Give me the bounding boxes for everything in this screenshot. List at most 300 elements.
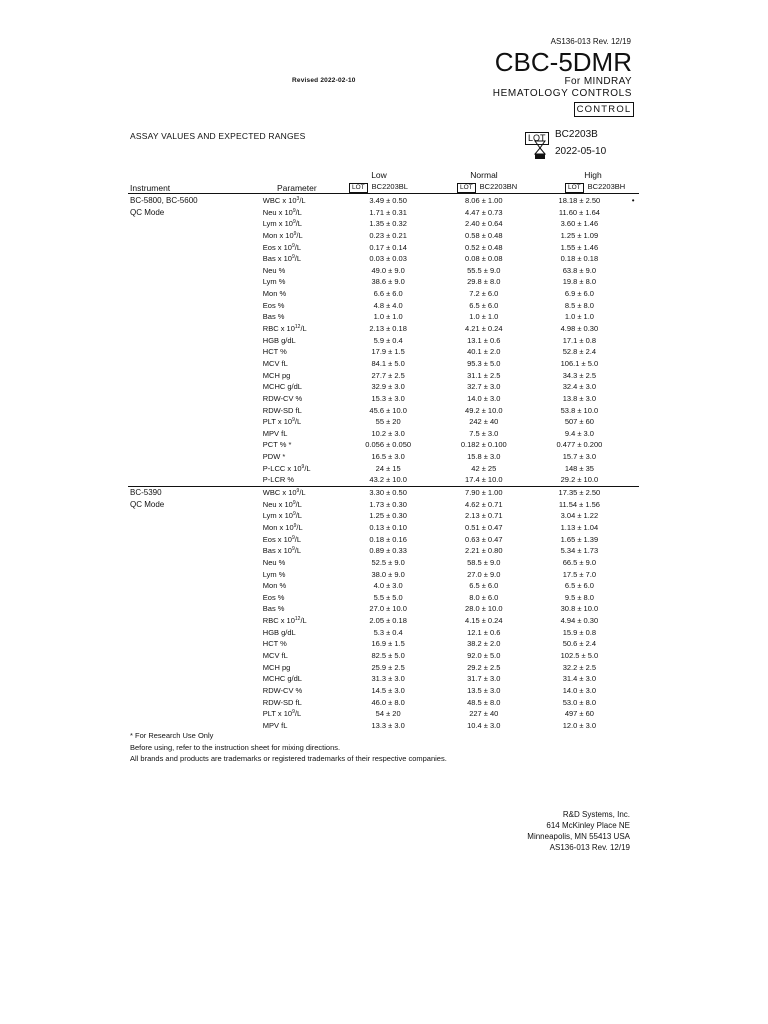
parameter-pre: RDW-SD fL [262, 405, 302, 415]
address-doc-code: AS136-013 Rev. 12/19 [549, 843, 630, 852]
row-marker [627, 323, 639, 335]
value-high: 34.3 ± 2.5 [562, 370, 597, 380]
value-low: 10.2 ± 3.0 [371, 428, 405, 438]
value-normal: 15.8 ± 3.0 [467, 452, 501, 462]
value-normal: 4.47 ± 0.73 [465, 207, 503, 217]
instrument-cell [128, 615, 263, 627]
parameter-cell [263, 242, 341, 254]
parameter-cell [263, 557, 341, 569]
value-low: 13.3 ± 3.0 [371, 720, 405, 730]
value-normal: 6.5 ± 6.0 [469, 581, 499, 591]
parameter-cell [263, 381, 341, 393]
parameter-pre: Neu x 10 [262, 499, 293, 509]
value-low: 4.0 ± 3.0 [373, 581, 403, 591]
value-low: 5.3 ± 0.4 [373, 627, 403, 637]
value-high: 32.4 ± 3.0 [562, 382, 597, 392]
parameter-cell [263, 463, 341, 475]
row-marker [627, 673, 639, 685]
value-high: 66.5 ± 9.0 [562, 557, 597, 567]
parameter-sup: 9 [291, 546, 295, 553]
row-marker [627, 311, 639, 323]
lot-column-high [565, 182, 625, 193]
instrument-cell [128, 265, 263, 277]
assay-table-body [128, 195, 639, 731]
parameter-sup: 9 [292, 499, 296, 506]
parameter-pre: Eos % [262, 592, 285, 602]
parameter-pre: MCHC g/dL [262, 382, 302, 392]
instrument-cell: QC Mode [130, 499, 165, 509]
parameter-pre: PDW * [262, 452, 286, 462]
row-marker [627, 638, 639, 650]
value-normal: 8.06 ± 1.00 [465, 196, 503, 205]
value-normal: 2.21 ± 0.80 [465, 546, 503, 556]
value-low: 15.3 ± 3.0 [371, 393, 405, 403]
value-low: 16.5 ± 3.0 [371, 452, 405, 462]
table-row [128, 603, 639, 615]
value-high: 14.0 ± 3.0 [562, 685, 597, 695]
row-marker [627, 370, 639, 382]
table-row [128, 253, 639, 265]
parameter-pre: RDW-CV % [262, 393, 303, 403]
row-marker [627, 265, 639, 277]
value-low: 52.5 ± 9.0 [371, 557, 405, 567]
parameter-cell [263, 416, 341, 428]
value-normal: 13.5 ± 3.0 [467, 685, 501, 695]
parameter-cell [263, 346, 341, 358]
header-instrument: Instrument [130, 183, 171, 193]
row-marker [627, 405, 639, 417]
row-marker [627, 416, 639, 428]
instrument-cell [128, 242, 263, 254]
parameter-cell [263, 510, 341, 522]
assay-table [128, 195, 639, 731]
instrument-cell [128, 370, 263, 382]
value-high: 9.4 ± 3.0 [564, 428, 594, 438]
instrument-cell [128, 592, 263, 604]
value-normal: 0.63 ± 0.47 [465, 534, 503, 544]
product-name: CBC-5DMR [494, 47, 632, 77]
instrument-cell [128, 650, 263, 662]
parameter-pre: HCT % [262, 639, 287, 649]
row-marker [627, 615, 639, 627]
table-row [128, 650, 639, 662]
value-normal: 92.0 ± 5.0 [467, 650, 501, 660]
value-high: 29.2 ± 10.0 [560, 475, 599, 485]
value-normal: 8.0 ± 6.0 [469, 592, 499, 602]
value-normal: 0.51 ± 0.47 [465, 522, 503, 532]
parameter-sup: 9 [293, 230, 297, 237]
parameter-post: /L [304, 463, 311, 473]
value-high: 17.1 ± 0.8 [562, 335, 597, 345]
parameter-cell [263, 265, 341, 277]
parameter-cell [263, 253, 341, 265]
instrument-cell [128, 720, 263, 732]
instrument-cell [128, 253, 263, 265]
value-high: 32.2 ± 2.5 [562, 662, 597, 672]
table-row [128, 580, 639, 592]
value-high: 6.9 ± 6.0 [564, 289, 594, 299]
value-normal: 55.5 ± 9.0 [467, 265, 501, 275]
value-high: 13.8 ± 3.0 [562, 393, 597, 403]
instrument-cell [128, 603, 263, 615]
instrument-cell [128, 346, 263, 358]
value-low: 0.17 ± 0.14 [369, 242, 407, 252]
parameter-cell [263, 627, 341, 639]
document-code: AS136-013 Rev. 12/19 [550, 37, 631, 46]
table-row [128, 381, 639, 393]
parameter-pre: PLT x 10 [262, 709, 293, 719]
parameter-pre: MCV fL [262, 650, 288, 660]
parameter-cell [263, 276, 341, 288]
parameter-post: /L [300, 324, 307, 334]
value-normal: 242 ± 40 [469, 417, 499, 427]
parameter-sup: 9 [292, 417, 295, 424]
parameter-cell [263, 592, 341, 604]
value-normal: 48.5 ± 8.0 [467, 697, 501, 707]
value-low: 17.9 ± 1.5 [371, 347, 405, 357]
value-low: 84.1 ± 5.0 [371, 358, 405, 368]
table-row [128, 195, 639, 207]
parameter-pre: HGB g/dL [262, 627, 296, 637]
parameter-cell [263, 428, 341, 440]
parameter-cell [263, 499, 341, 511]
value-low: 1.25 ± 0.30 [369, 511, 407, 521]
instrument-cell [128, 276, 263, 288]
parameter-cell [263, 708, 341, 720]
row-marker [627, 474, 639, 486]
instrument-cell: BC-5800, BC-5600 [130, 196, 198, 205]
instrument-cell [128, 335, 263, 347]
instrument-cell [128, 545, 263, 557]
parameter-post: /L [294, 254, 302, 264]
expiry-date: 2022-05-10 [555, 146, 607, 157]
row-marker [627, 276, 639, 288]
row-marker: • [631, 196, 635, 205]
parameter-pre: Lym % [262, 277, 286, 287]
value-high: 1.25 ± 1.09 [560, 230, 599, 240]
parameter-cell [263, 323, 341, 335]
parameter-pre: Eos x 10 [262, 534, 292, 544]
value-low: 27.7 ± 2.5 [371, 370, 405, 380]
value-normal: 95.3 ± 5.0 [467, 358, 501, 368]
parameter-cell [263, 638, 341, 650]
row-marker [627, 358, 639, 370]
row-marker [627, 650, 639, 662]
value-normal: 12.1 ± 0.6 [467, 627, 501, 637]
row-marker [627, 534, 639, 546]
value-low: 1.73 ± 0.30 [369, 499, 407, 509]
value-high: 106.1 ± 5.0 [560, 358, 599, 368]
parameter-post: /L [300, 616, 307, 626]
value-low: 0.13 ± 0.10 [369, 522, 407, 532]
parameter-cell [263, 697, 341, 709]
parameter-sup: 9 [292, 219, 296, 226]
lot-column-low [349, 182, 408, 193]
parameter-post: /L [294, 546, 302, 556]
row-marker [627, 428, 639, 440]
parameter-cell [263, 288, 341, 300]
value-high: 19.8 ± 8.0 [562, 277, 597, 287]
value-normal: 7.5 ± 3.0 [469, 428, 499, 438]
revised-date: Revised 2022-02-10 [292, 77, 356, 84]
value-normal: 1.0 ± 1.0 [469, 312, 499, 322]
row-marker [627, 522, 639, 534]
parameter-sup: 9 [292, 207, 296, 214]
value-normal: 2.13 ± 0.71 [465, 511, 503, 521]
row-marker [627, 510, 639, 522]
value-high: 17.5 ± 7.0 [562, 569, 597, 579]
parameter-post: /L [295, 499, 302, 509]
value-normal: 29.8 ± 8.0 [467, 277, 501, 287]
table-row [128, 592, 639, 604]
table-row [128, 358, 639, 370]
value-normal: 4.15 ± 0.24 [465, 616, 503, 626]
parameter-post: /L [299, 196, 306, 205]
table-row [128, 627, 639, 639]
header-normal: Normal [470, 170, 498, 180]
row-marker [627, 603, 639, 615]
parameter-sup: 3 [296, 196, 300, 202]
value-low: 3.30 ± 0.50 [340, 487, 436, 499]
parameter-post: /L [299, 488, 306, 498]
parameter-sup: 12 [294, 616, 301, 623]
parameter-pre: HGB g/dL [262, 335, 296, 345]
value-high: 53.0 ± 8.0 [562, 697, 597, 707]
value-low: 46.0 ± 8.0 [371, 697, 405, 707]
row-marker [627, 580, 639, 592]
instrument-cell [128, 230, 263, 242]
lot-box-label: LOT [349, 183, 368, 193]
value-low: 38.0 ± 9.0 [371, 569, 405, 579]
parameter-sup: 9 [291, 534, 295, 541]
value-normal: 10.4 ± 3.0 [467, 720, 501, 730]
table-row [128, 697, 639, 709]
header-low: Low [371, 170, 387, 180]
value-low: 16.9 ± 1.5 [371, 639, 405, 649]
table-row [128, 346, 639, 358]
parameter-sup: 9 [301, 463, 305, 470]
parameter-pre: WBC x 10 [262, 196, 297, 205]
parameter-pre: MCHC g/dL [262, 674, 302, 684]
row-marker [627, 451, 639, 463]
parameter-cell [263, 393, 341, 405]
value-normal: 7.2 ± 6.0 [469, 289, 499, 299]
parameter-cell [263, 487, 341, 499]
table-row [128, 207, 639, 219]
parameter-cell [263, 673, 341, 685]
instrument-cell [128, 697, 263, 709]
value-low: 6.6 ± 6.0 [373, 289, 403, 299]
value-normal: 4.21 ± 0.24 [465, 324, 503, 334]
table-row [128, 311, 639, 323]
for-manufacturer-line: For MINDRAY [564, 76, 632, 87]
value-high: 102.5 ± 5.0 [560, 650, 599, 660]
header-parameter: Parameter [277, 183, 317, 193]
parameter-pre: Mon x 10 [262, 522, 294, 532]
value-high: 4.98 ± 0.30 [560, 324, 599, 334]
address-company: R&D Systems, Inc. [562, 810, 630, 819]
parameter-cell [263, 230, 341, 242]
value-normal: 40.1 ± 2.0 [467, 347, 501, 357]
instrument-cell [128, 358, 263, 370]
value-low: 82.5 ± 5.0 [371, 650, 405, 660]
value-low: 2.13 ± 0.18 [369, 324, 407, 334]
parameter-pre: Bas x 10 [262, 546, 292, 556]
value-low: 1.0 ± 1.0 [373, 312, 403, 322]
value-high: 3.04 ± 1.22 [560, 511, 599, 521]
parameter-sup: 9 [291, 254, 295, 261]
value-low: 5.9 ± 0.4 [373, 335, 403, 345]
parameter-pre: Mon % [262, 581, 287, 591]
instrument-cell [128, 522, 263, 534]
instrument-cell [128, 627, 263, 639]
lot-code-low: BC2203BL [371, 182, 408, 191]
parameter-cell [263, 358, 341, 370]
value-low: 54 ± 20 [375, 709, 401, 719]
instrument-cell: QC Mode [130, 207, 165, 217]
parameter-pre: Neu % [262, 557, 286, 567]
row-marker [627, 439, 639, 451]
parameter-pre: MCH pg [262, 662, 291, 672]
parameter-cell [263, 195, 341, 207]
value-high: 31.4 ± 3.0 [562, 674, 597, 684]
parameter-pre: Bas x 10 [262, 254, 292, 264]
instrument-cell [128, 451, 263, 463]
value-low: 2.05 ± 0.18 [369, 616, 407, 626]
row-marker [627, 487, 639, 499]
value-high: 63.8 ± 9.0 [562, 265, 597, 275]
parameter-post: /L [294, 709, 302, 719]
value-high: 30.8 ± 10.0 [560, 604, 599, 614]
value-normal: 27.0 ± 9.0 [467, 569, 501, 579]
instrument-cell [128, 439, 263, 451]
lot-column-normal [457, 182, 517, 193]
parameter-cell [263, 650, 341, 662]
parameter-pre: Mon % [262, 289, 287, 299]
lot-box-label: LOT [565, 183, 584, 193]
row-marker [627, 335, 639, 347]
table-row [128, 265, 639, 277]
value-low: 1.35 ± 0.32 [369, 219, 407, 229]
table-row [128, 323, 639, 335]
value-normal: 42 ± 25 [471, 463, 497, 473]
parameter-sup: 9 [292, 709, 295, 716]
table-row [128, 218, 639, 230]
table-row [128, 276, 639, 288]
parameter-cell [263, 545, 341, 557]
parameter-pre: Lym x 10 [262, 511, 293, 521]
table-row [128, 534, 639, 546]
parameter-cell [263, 218, 341, 230]
value-normal: 14.0 ± 3.0 [467, 393, 501, 403]
instrument-cell [128, 463, 263, 475]
table-row [128, 242, 639, 254]
value-high: 50.6 ± 2.4 [562, 639, 597, 649]
instrument-cell [128, 311, 263, 323]
row-marker [627, 230, 639, 242]
table-row [128, 451, 639, 463]
table-row [128, 708, 639, 720]
value-normal: 38.2 ± 2.0 [467, 639, 501, 649]
table-row [128, 673, 639, 685]
value-low: 31.3 ± 3.0 [371, 674, 405, 684]
table-row [128, 416, 639, 428]
value-low: 4.8 ± 4.0 [373, 300, 403, 310]
value-high: 17.35 ± 2.50 [532, 487, 628, 499]
table-row [128, 439, 639, 451]
parameter-cell [263, 311, 341, 323]
parameter-post: /L [294, 417, 302, 427]
value-low: 0.18 ± 0.16 [369, 534, 407, 544]
table-row [128, 569, 639, 581]
value-normal: 31.1 ± 2.5 [467, 370, 501, 380]
value-low: 27.0 ± 10.0 [369, 604, 407, 614]
value-high: 18.18 ± 2.50 [558, 196, 601, 205]
parameter-pre: Eos % [262, 300, 285, 310]
instrument-cell [128, 300, 263, 312]
instrument-cell [128, 685, 263, 697]
value-high: 1.13 ± 1.04 [560, 522, 599, 532]
parameter-cell [263, 300, 341, 312]
instrument-cell [128, 381, 263, 393]
row-marker [627, 697, 639, 709]
row-marker [627, 627, 639, 639]
value-high: 0.18 ± 0.18 [560, 254, 599, 264]
parameter-post: /L [294, 534, 302, 544]
instrument-cell [128, 638, 263, 650]
parameter-cell [263, 603, 341, 615]
parameter-pre: RDW-SD fL [262, 697, 302, 707]
parameter-pre: MCH pg [262, 370, 291, 380]
parameter-pre: Lym % [262, 569, 286, 579]
value-normal: 227 ± 40 [469, 709, 499, 719]
instrument-cell [128, 534, 263, 546]
lot-code-normal: BC2203BN [479, 182, 518, 191]
lot-code-high: BC2203BH [587, 182, 626, 191]
parameter-pre: Mon x 10 [262, 230, 294, 240]
value-low: 49.0 ± 9.0 [371, 265, 405, 275]
value-low: 3.49 ± 0.50 [369, 196, 407, 205]
product-category-line: HEMATOLOGY CONTROLS [492, 88, 632, 99]
value-low: 55 ± 20 [375, 417, 401, 427]
parameter-pre: MPV fL [262, 720, 288, 730]
instrument-cell [128, 580, 263, 592]
instrument-cell [128, 218, 263, 230]
parameter-post: /L [295, 511, 302, 521]
section-title: ASSAY VALUES AND EXPECTED RANGES [130, 131, 306, 141]
table-row [128, 428, 639, 440]
value-high: 11.60 ± 1.64 [558, 207, 600, 217]
value-normal: 0.52 ± 0.48 [465, 242, 503, 252]
value-high: 1.65 ± 1.39 [560, 534, 599, 544]
row-marker [627, 463, 639, 475]
row-marker [627, 300, 639, 312]
table-row [128, 393, 639, 405]
table-row [128, 463, 639, 475]
table-row [128, 522, 639, 534]
value-low: 24 ± 15 [375, 463, 401, 473]
parameter-cell [263, 569, 341, 581]
instrument-cell [128, 569, 263, 581]
table-row [128, 662, 639, 674]
value-low: 5.5 ± 5.0 [373, 592, 403, 602]
value-normal: 0.08 ± 0.08 [465, 254, 503, 264]
row-marker [627, 557, 639, 569]
table-row [128, 720, 639, 732]
value-normal: 6.5 ± 6.0 [469, 300, 499, 310]
value-low: 1.71 ± 0.31 [369, 207, 407, 217]
row-marker [627, 288, 639, 300]
